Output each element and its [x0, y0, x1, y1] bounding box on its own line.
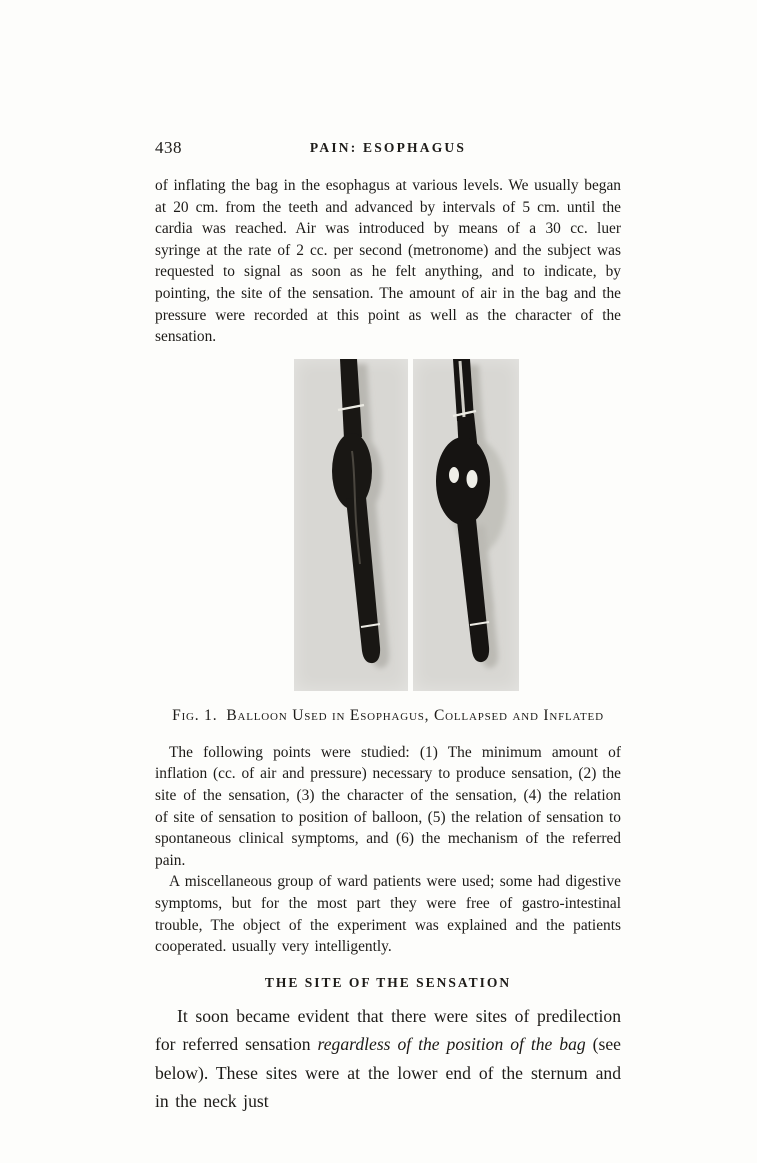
- inflated-balloon-illustration: [413, 359, 519, 691]
- sites-text-italic: regardless of the position of the bag: [317, 1034, 586, 1055]
- balloon-collapsed-photo: [294, 359, 408, 691]
- figure-caption-label: Fig. 1.: [172, 706, 218, 724]
- balloon-reflection-right: [466, 470, 477, 488]
- running-header: PAIN: ESOPHAGUS: [309, 140, 467, 155]
- paragraph-ward-patients: A miscellaneous group of ward patients were used; some had digestive symptoms, but for the most part they were free of gastro-intestinal trouble, The object of the experiment was explained and the patients cooperated. usually very intelligently.: [155, 873, 621, 956]
- paragraph-points-studied: The following points were studied: (1) The minimum amount of inflation (cc. of air and pressure) necessary to produce sensation, (2) the site of the sensation, (3) the character of the sensation, (4) the relation of site of sensation to position of balloon, (5) the relation of sensation to spontaneous clinical symptoms, and (6) the mechanism of the referred pain.: [155, 743, 621, 869]
- figure-caption-text: Balloon Used in Esophagus, Collapsed and Inflated: [226, 706, 604, 724]
- section-heading-site-of-sensation: THE SITE OF THE SENSATION: [264, 974, 512, 990]
- balloon-inflated-photo: [413, 359, 519, 691]
- text-column: [155, 138, 621, 1116]
- paragraph-sites-of-predilection: [155, 1002, 621, 1116]
- sites-text-after: (see below). These sites were at the lower end of the sternum and in the neck just: [155, 1034, 621, 1112]
- sites-text-before: It soon became evident that there were sites of predilection for referred sensation: [155, 1005, 621, 1055]
- figure-balloon-photos: [155, 359, 621, 691]
- collapsed-balloon-illustration: [294, 359, 408, 691]
- paragraph-inflating-procedure: of inflating the bag in the esophagus at various levels. We usually began at 20 cm. from the teeth and advanced by intervals of 5 cm. until the cardia was reached. Air was introduced by means of a 30 cc. luer syringe at the rate of 2 cc. per second (metronome) and the subject was requested to signal as soon as he felt anything, and to indicate, by pointing, the site of the sensation. The amount of air in the bag and the pressure were recorded at this point as well as the character of the sensation.: [155, 177, 621, 346]
- figure-caption: [155, 707, 621, 725]
- balloon-reflection-left: [449, 467, 459, 483]
- page-header: [155, 138, 621, 158]
- page-number: 438: [155, 138, 182, 157]
